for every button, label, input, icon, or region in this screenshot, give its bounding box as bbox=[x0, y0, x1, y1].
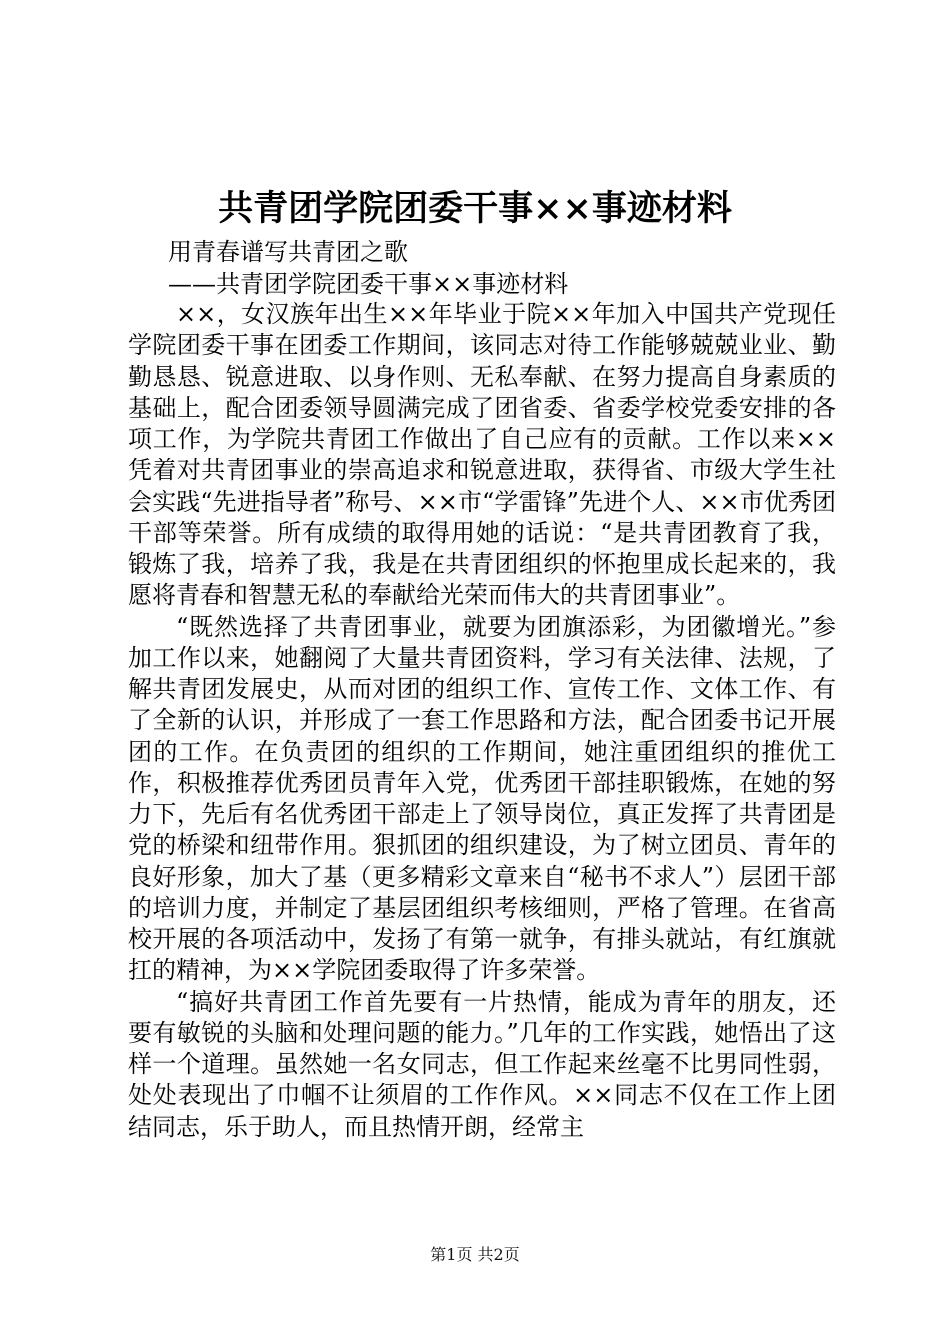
document-body bbox=[128, 299, 836, 1143]
body-paragraph: “搞好共青团工作首先要有一片热情，能成为青年的朋友，还要有敏锐的头脑和处理问题的能力。”几年的工作实践，她悟出了这样一个道理。虽然她一名女同志，但工作起来丝毫不比男同性弱，处处表现出了巾帼不让须眉的工作作风。××同志不仅在工作上团结同志，乐于助人，而且热情开朗，经常主 bbox=[128, 987, 836, 1141]
page-indicator: 第1页 共2页 bbox=[430, 1245, 520, 1264]
document-subtitle-source: ——共青团学院团委干事××事迹材料 bbox=[168, 270, 569, 298]
body-paragraph: ××，女汉族年出生××年毕业于院××年加入中国共产党现任学院团委干事在团委工作期间，该同志对待工作能够兢兢业业、勤勤恳恳、锐意进取、以身作则、无私奉献、在努力提高自身素质的基础上，配合团委领导圆满完成了团省委、省委学校党委安排的各项工作，为学院共青团工作做出了自己应有的贡献。工作以来××凭着对共青团事业的崇高追求和锐意进取，获得省、市级大学生社会实践“先进指导者”称号、××市“学雷锋”先进个人、××市优秀团干部等荣誉。所有成绩的取得用她的话说：“是共青团教育了我，锻炼了我，培养了我，我是在共青团组织的怀抱里成长起来的，我愿将青春和智慧无私的奉献给光荣而伟大的共青团事业”。 bbox=[128, 300, 836, 610]
body-paragraph: “既然选择了共青团事业，就要为团旗添彩，为团徽增光。”参加工作以来，她翻阅了大量共青团资料，学习有关法律、法规，了解共青团发展史，从而对团的组织工作、宣传工作、文体工作、有了全新的认识，并形成了一套工作思路和方法，配合团委书记开展团的工作。在负责团的组织的工作期间，她注重团组织的推优工作，积极推荐优秀团员青年入党，优秀团干部挂职锻炼，在她的努力下，先后有名优秀团干部走上了领导岗位，真正发挥了共青团是党的桥梁和纽带作用。狠抓团的组织建设，为了树立团员、青年的良好形象，加大了基（更多精彩文章来自“秘书不求人”）层团干部的培训力度，并制定了基层团组织考核细则，严格了管理。在省高校开展的各项活动中，发扬了有第一就争，有排头就站，有红旗就扛的精神，为××学院团委取得了许多荣誉。 bbox=[128, 612, 836, 985]
document-title: 共青团学院团委干事××事迹材料 bbox=[218, 188, 732, 229]
document-subtitle: 用青春谱写共青团之歌 bbox=[168, 238, 408, 266]
